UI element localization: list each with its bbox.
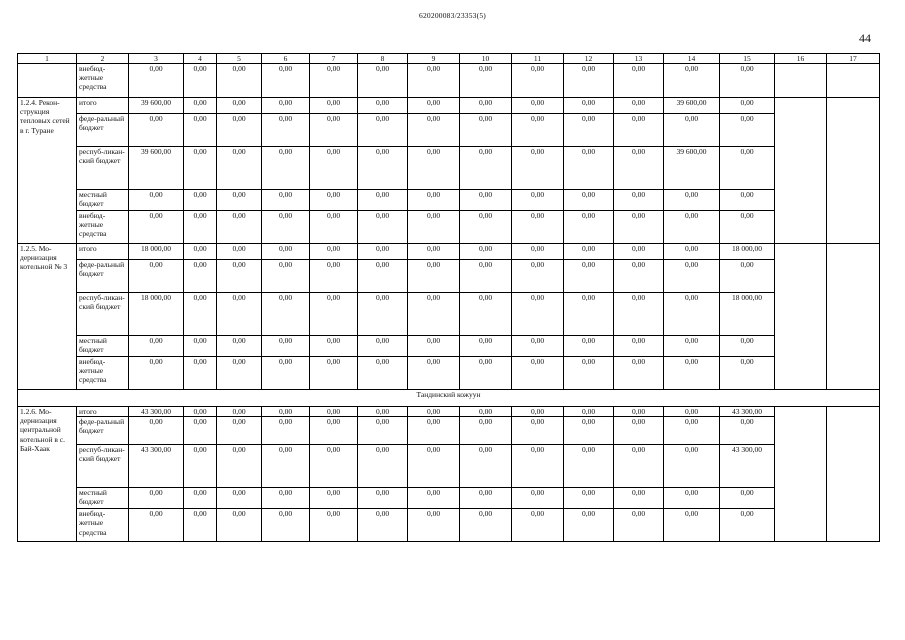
amount-cell: 0,00 xyxy=(217,244,262,260)
table-row xyxy=(18,509,880,542)
amount-cell: 0,00 xyxy=(460,244,512,260)
amount-cell: 0,00 xyxy=(184,98,217,114)
amount-cell: 0,00 xyxy=(217,211,262,244)
amount-cell: 0,00 xyxy=(564,211,614,244)
amount-cell: 0,00 xyxy=(512,244,564,260)
amount-cell: 0,00 xyxy=(460,509,512,542)
amount-cell: 0,00 xyxy=(460,407,512,417)
amount-cell: 0,00 xyxy=(614,260,664,293)
amount-cell: 0,00 xyxy=(664,260,720,293)
amount-cell: 0,00 xyxy=(217,260,262,293)
amount-cell: 0,00 xyxy=(664,407,720,417)
amount-cell: 0,00 xyxy=(614,190,664,211)
amount-cell: 0,00 xyxy=(217,336,262,357)
amount-cell: 0,00 xyxy=(217,293,262,336)
amount-cell: 39 600,00 xyxy=(664,98,720,114)
amount-cell: 0,00 xyxy=(184,211,217,244)
amount-cell: 0,00 xyxy=(664,293,720,336)
amount-cell: 0,00 xyxy=(129,64,184,98)
funding-source: феде-ральный бюджет xyxy=(77,417,129,445)
amount-cell: 0,00 xyxy=(408,114,460,147)
amount-cell: 0,00 xyxy=(129,488,184,509)
column-header-row xyxy=(18,54,880,64)
amount-cell: 0,00 xyxy=(262,336,310,357)
empty-cell xyxy=(775,407,827,542)
amount-cell: 0,00 xyxy=(184,147,217,190)
table-row xyxy=(18,407,880,417)
amount-cell: 0,00 xyxy=(262,357,310,390)
amount-cell: 0,00 xyxy=(262,147,310,190)
amount-cell: 0,00 xyxy=(720,114,775,147)
amount-cell: 0,00 xyxy=(460,488,512,509)
amount-cell: 0,00 xyxy=(614,509,664,542)
table-row xyxy=(18,64,880,98)
amount-cell: 0,00 xyxy=(217,190,262,211)
amount-cell: 0,00 xyxy=(262,114,310,147)
funding-source: местный бюджет xyxy=(77,488,129,509)
amount-cell: 0,00 xyxy=(408,147,460,190)
funding-source: внебюд-жетные средства xyxy=(77,64,129,98)
amount-cell: 0,00 xyxy=(129,114,184,147)
amount-cell: 0,00 xyxy=(358,64,408,98)
amount-cell: 43 300,00 xyxy=(720,445,775,488)
amount-cell: 0,00 xyxy=(460,114,512,147)
amount-cell: 0,00 xyxy=(129,336,184,357)
amount-cell: 0,00 xyxy=(262,417,310,445)
amount-cell: 0,00 xyxy=(262,64,310,98)
amount-cell: 0,00 xyxy=(310,417,358,445)
amount-cell: 0,00 xyxy=(564,336,614,357)
column-number: 6 xyxy=(262,54,310,64)
budget-table xyxy=(17,53,880,542)
amount-cell: 0,00 xyxy=(310,407,358,417)
column-number: 7 xyxy=(310,54,358,64)
amount-cell: 0,00 xyxy=(217,488,262,509)
amount-cell: 43 300,00 xyxy=(129,445,184,488)
amount-cell: 0,00 xyxy=(720,190,775,211)
amount-cell: 0,00 xyxy=(262,445,310,488)
amount-cell: 0,00 xyxy=(310,64,358,98)
amount-cell: 0,00 xyxy=(720,98,775,114)
amount-cell: 0,00 xyxy=(512,260,564,293)
amount-cell: 0,00 xyxy=(408,244,460,260)
amount-cell: 0,00 xyxy=(564,509,614,542)
table-row xyxy=(18,98,880,114)
amount-cell: 39 600,00 xyxy=(664,147,720,190)
amount-cell: 0,00 xyxy=(564,64,614,98)
amount-cell: 0,00 xyxy=(664,244,720,260)
amount-cell: 0,00 xyxy=(184,357,217,390)
amount-cell: 0,00 xyxy=(512,64,564,98)
amount-cell: 0,00 xyxy=(358,407,408,417)
amount-cell: 0,00 xyxy=(614,445,664,488)
empty-cell xyxy=(775,64,827,98)
amount-cell: 0,00 xyxy=(408,98,460,114)
amount-cell: 0,00 xyxy=(262,488,310,509)
amount-cell: 0,00 xyxy=(184,336,217,357)
amount-cell: 0,00 xyxy=(614,98,664,114)
funding-source: местный бюджет xyxy=(77,336,129,357)
amount-cell: 0,00 xyxy=(408,64,460,98)
table-row xyxy=(18,488,880,509)
amount-cell: 0,00 xyxy=(460,293,512,336)
column-number: 17 xyxy=(827,54,880,64)
page-number: 44 xyxy=(859,31,871,45)
amount-cell: 0,00 xyxy=(614,407,664,417)
amount-cell: 0,00 xyxy=(564,488,614,509)
amount-cell: 0,00 xyxy=(310,445,358,488)
amount-cell: 0,00 xyxy=(184,244,217,260)
amount-cell: 0,00 xyxy=(184,488,217,509)
amount-cell: 0,00 xyxy=(184,190,217,211)
amount-cell: 0,00 xyxy=(512,357,564,390)
amount-cell: 0,00 xyxy=(358,293,408,336)
amount-cell: 0,00 xyxy=(262,244,310,260)
amount-cell: 0,00 xyxy=(614,417,664,445)
amount-cell: 0,00 xyxy=(129,357,184,390)
empty-cell xyxy=(827,407,880,542)
amount-cell: 0,00 xyxy=(310,244,358,260)
amount-cell: 0,00 xyxy=(217,509,262,542)
amount-cell: 0,00 xyxy=(614,211,664,244)
amount-cell: 0,00 xyxy=(720,357,775,390)
column-number: 8 xyxy=(358,54,408,64)
column-number: 2 xyxy=(77,54,129,64)
column-number: 13 xyxy=(614,54,664,64)
column-number: 1 xyxy=(18,54,77,64)
column-number: 4 xyxy=(184,54,217,64)
amount-cell: 0,00 xyxy=(512,211,564,244)
amount-cell: 0,00 xyxy=(564,244,614,260)
amount-cell: 0,00 xyxy=(358,190,408,211)
amount-cell: 0,00 xyxy=(310,357,358,390)
table-row xyxy=(18,114,880,147)
amount-cell: 0,00 xyxy=(262,211,310,244)
column-number: 11 xyxy=(512,54,564,64)
column-number: 14 xyxy=(664,54,720,64)
table-row xyxy=(18,190,880,211)
amount-cell: 0,00 xyxy=(614,488,664,509)
amount-cell: 0,00 xyxy=(184,293,217,336)
amount-cell: 0,00 xyxy=(512,147,564,190)
amount-cell: 0,00 xyxy=(664,114,720,147)
amount-cell: 0,00 xyxy=(720,417,775,445)
amount-cell: 0,00 xyxy=(460,336,512,357)
amount-cell: 0,00 xyxy=(460,64,512,98)
amount-cell: 0,00 xyxy=(358,336,408,357)
funding-source: респуб-ликан-ский бюджет xyxy=(77,293,129,336)
measure-label: 1.2.5. Мо-дернизация котельной № 3 xyxy=(18,244,77,390)
amount-cell: 0,00 xyxy=(358,147,408,190)
table-row xyxy=(18,211,880,244)
amount-cell: 0,00 xyxy=(358,114,408,147)
amount-cell: 0,00 xyxy=(460,147,512,190)
amount-cell: 0,00 xyxy=(614,64,664,98)
amount-cell: 0,00 xyxy=(184,260,217,293)
section-heading-row xyxy=(18,390,880,407)
amount-cell: 0,00 xyxy=(614,114,664,147)
amount-cell: 0,00 xyxy=(184,509,217,542)
amount-cell: 0,00 xyxy=(720,509,775,542)
amount-cell: 0,00 xyxy=(564,98,614,114)
amount-cell: 0,00 xyxy=(262,509,310,542)
amount-cell: 0,00 xyxy=(720,488,775,509)
amount-cell: 0,00 xyxy=(184,407,217,417)
amount-cell: 0,00 xyxy=(460,260,512,293)
amount-cell: 0,00 xyxy=(720,211,775,244)
amount-cell: 0,00 xyxy=(664,417,720,445)
amount-cell: 0,00 xyxy=(664,64,720,98)
amount-cell: 0,00 xyxy=(408,336,460,357)
empty-cell xyxy=(18,64,77,98)
amount-cell: 0,00 xyxy=(512,98,564,114)
amount-cell: 0,00 xyxy=(358,244,408,260)
amount-cell: 0,00 xyxy=(129,509,184,542)
funding-source: феде-ральный бюджет xyxy=(77,260,129,293)
amount-cell: 0,00 xyxy=(614,244,664,260)
table-row xyxy=(18,445,880,488)
column-number: 5 xyxy=(217,54,262,64)
amount-cell: 0,00 xyxy=(720,147,775,190)
empty-cell xyxy=(775,98,827,244)
amount-cell: 0,00 xyxy=(262,190,310,211)
amount-cell: 0,00 xyxy=(512,293,564,336)
amount-cell: 0,00 xyxy=(217,147,262,190)
empty-cell xyxy=(827,244,880,390)
amount-cell: 0,00 xyxy=(217,98,262,114)
amount-cell: 0,00 xyxy=(358,98,408,114)
amount-cell: 39 600,00 xyxy=(129,147,184,190)
amount-cell: 0,00 xyxy=(310,147,358,190)
column-number: 10 xyxy=(460,54,512,64)
amount-cell: 0,00 xyxy=(310,98,358,114)
amount-cell: 0,00 xyxy=(512,407,564,417)
table-row xyxy=(18,357,880,390)
amount-cell: 0,00 xyxy=(358,445,408,488)
amount-cell: 0,00 xyxy=(408,190,460,211)
amount-cell: 0,00 xyxy=(564,114,614,147)
amount-cell: 0,00 xyxy=(217,445,262,488)
amount-cell: 0,00 xyxy=(460,190,512,211)
amount-cell: 0,00 xyxy=(310,509,358,542)
amount-cell: 0,00 xyxy=(720,260,775,293)
amount-cell: 0,00 xyxy=(358,509,408,542)
amount-cell: 0,00 xyxy=(408,407,460,417)
amount-cell: 0,00 xyxy=(310,114,358,147)
amount-cell: 0,00 xyxy=(358,357,408,390)
amount-cell: 0,00 xyxy=(310,190,358,211)
amount-cell: 0,00 xyxy=(460,445,512,488)
amount-cell: 0,00 xyxy=(310,260,358,293)
amount-cell: 0,00 xyxy=(564,417,614,445)
district-heading: Тандинский кожуун xyxy=(18,390,880,407)
amount-cell: 0,00 xyxy=(408,357,460,390)
amount-cell: 0,00 xyxy=(358,211,408,244)
column-number: 15 xyxy=(720,54,775,64)
amount-cell: 0,00 xyxy=(310,336,358,357)
amount-cell: 0,00 xyxy=(129,260,184,293)
amount-cell: 0,00 xyxy=(564,147,614,190)
amount-cell: 0,00 xyxy=(564,190,614,211)
amount-cell: 0,00 xyxy=(184,64,217,98)
amount-cell: 0,00 xyxy=(512,488,564,509)
amount-cell: 39 600,00 xyxy=(129,98,184,114)
funding-source: итого xyxy=(77,407,129,417)
table-row xyxy=(18,147,880,190)
funding-source: феде-ральный бюджет xyxy=(77,114,129,147)
empty-cell xyxy=(775,244,827,390)
amount-cell: 0,00 xyxy=(614,357,664,390)
amount-cell: 0,00 xyxy=(262,293,310,336)
amount-cell: 0,00 xyxy=(408,488,460,509)
amount-cell: 0,00 xyxy=(358,260,408,293)
amount-cell: 43 300,00 xyxy=(129,407,184,417)
table-row xyxy=(18,244,880,260)
amount-cell: 0,00 xyxy=(129,190,184,211)
amount-cell: 0,00 xyxy=(310,293,358,336)
amount-cell: 0,00 xyxy=(408,260,460,293)
amount-cell: 0,00 xyxy=(512,336,564,357)
amount-cell: 0,00 xyxy=(512,445,564,488)
amount-cell: 0,00 xyxy=(664,509,720,542)
amount-cell: 0,00 xyxy=(217,114,262,147)
amount-cell: 0,00 xyxy=(262,407,310,417)
amount-cell: 0,00 xyxy=(460,417,512,445)
amount-cell: 0,00 xyxy=(564,407,614,417)
amount-cell: 0,00 xyxy=(217,64,262,98)
table-row xyxy=(18,260,880,293)
funding-source: респуб-ликан-ский бюджет xyxy=(77,147,129,190)
empty-cell xyxy=(827,64,880,98)
funding-source: местный бюджет xyxy=(77,190,129,211)
amount-cell: 0,00 xyxy=(564,445,614,488)
amount-cell: 0,00 xyxy=(664,357,720,390)
amount-cell: 0,00 xyxy=(460,98,512,114)
amount-cell: 0,00 xyxy=(129,211,184,244)
amount-cell: 0,00 xyxy=(564,260,614,293)
amount-cell: 0,00 xyxy=(358,488,408,509)
amount-cell: 0,00 xyxy=(614,147,664,190)
funding-source: итого xyxy=(77,244,129,260)
amount-cell: 18 000,00 xyxy=(720,244,775,260)
table-row xyxy=(18,336,880,357)
funding-source: внебюд-жетные средства xyxy=(77,509,129,542)
column-number: 12 xyxy=(564,54,614,64)
funding-source: респуб-ликан-ский бюджет xyxy=(77,445,129,488)
funding-source: итого xyxy=(77,98,129,114)
amount-cell: 0,00 xyxy=(512,114,564,147)
amount-cell: 0,00 xyxy=(614,293,664,336)
funding-source: внебюд-жетные средства xyxy=(77,211,129,244)
amount-cell: 0,00 xyxy=(614,336,664,357)
amount-cell: 0,00 xyxy=(720,64,775,98)
amount-cell: 0,00 xyxy=(310,488,358,509)
table-row xyxy=(18,417,880,445)
amount-cell: 0,00 xyxy=(408,445,460,488)
amount-cell: 18 000,00 xyxy=(129,244,184,260)
empty-cell xyxy=(827,98,880,244)
amount-cell: 0,00 xyxy=(408,509,460,542)
amount-cell: 0,00 xyxy=(217,417,262,445)
column-number: 9 xyxy=(408,54,460,64)
amount-cell: 0,00 xyxy=(408,211,460,244)
amount-cell: 0,00 xyxy=(262,98,310,114)
amount-cell: 0,00 xyxy=(460,357,512,390)
amount-cell: 0,00 xyxy=(664,445,720,488)
amount-cell: 18 000,00 xyxy=(720,293,775,336)
amount-cell: 0,00 xyxy=(664,488,720,509)
amount-cell: 0,00 xyxy=(512,417,564,445)
amount-cell: 0,00 xyxy=(564,293,614,336)
amount-cell: 0,00 xyxy=(310,211,358,244)
column-number: 16 xyxy=(775,54,827,64)
measure-label: 1.2.6. Мо-дернизация центральной котельной в с. Бай-Хаак xyxy=(18,407,77,542)
amount-cell: 0,00 xyxy=(217,407,262,417)
amount-cell: 0,00 xyxy=(358,417,408,445)
table-row xyxy=(18,293,880,336)
amount-cell: 0,00 xyxy=(512,509,564,542)
amount-cell: 0,00 xyxy=(460,211,512,244)
amount-cell: 0,00 xyxy=(129,417,184,445)
amount-cell: 0,00 xyxy=(184,445,217,488)
amount-cell: 0,00 xyxy=(408,417,460,445)
amount-cell: 0,00 xyxy=(664,336,720,357)
column-number: 3 xyxy=(129,54,184,64)
amount-cell: 0,00 xyxy=(564,357,614,390)
measure-label: 1.2.4. Рекон-струкция тепловых сетей в г. Туране xyxy=(18,98,77,244)
amount-cell: 0,00 xyxy=(720,336,775,357)
amount-cell: 0,00 xyxy=(184,114,217,147)
amount-cell: 0,00 xyxy=(664,211,720,244)
amount-cell: 0,00 xyxy=(184,417,217,445)
amount-cell: 0,00 xyxy=(408,293,460,336)
amount-cell: 43 300,00 xyxy=(720,407,775,417)
amount-cell: 0,00 xyxy=(512,190,564,211)
amount-cell: 0,00 xyxy=(664,190,720,211)
amount-cell: 0,00 xyxy=(262,260,310,293)
funding-source: внебюд-жетные средства xyxy=(77,357,129,390)
amount-cell: 18 000,00 xyxy=(129,293,184,336)
amount-cell: 0,00 xyxy=(217,357,262,390)
document-id: 620200083/23353(5) xyxy=(419,11,486,20)
